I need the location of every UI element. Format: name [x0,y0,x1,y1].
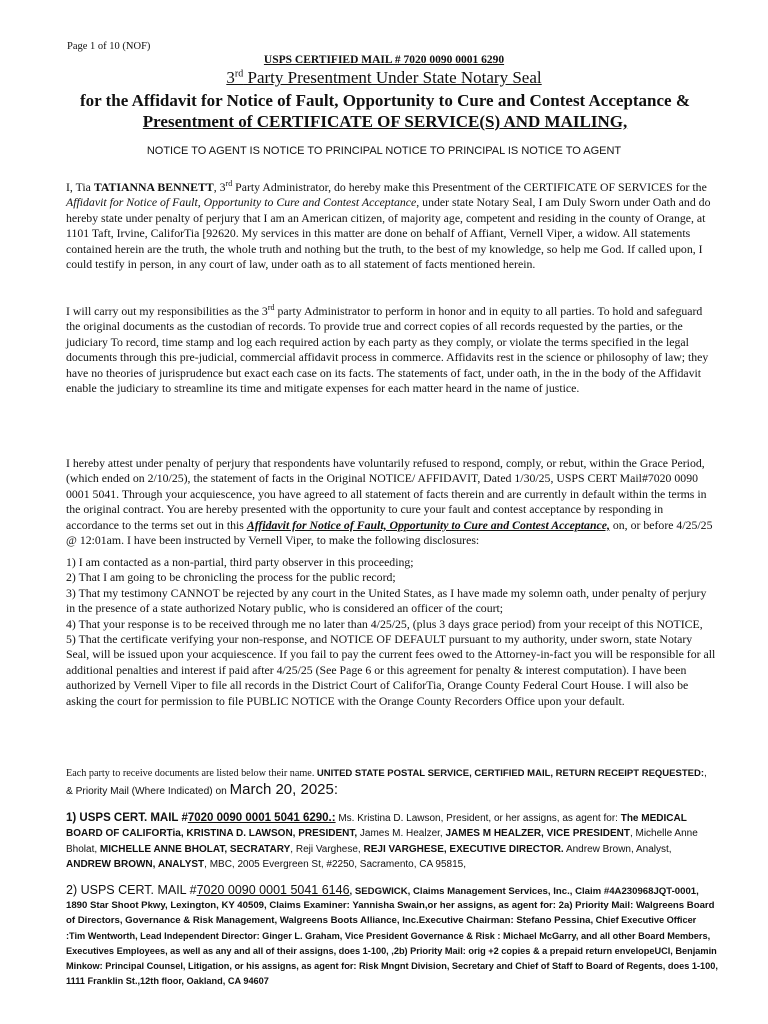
disclosure-item: 3) That my testimony CANNOT be rejected by any court in the United States, as I have made my solemn oath, under penalty of perjury in the presence of a state authorized Notary public, who is considered an officer of the court; [66,585,707,616]
certified-mail-heading: USPS CERTIFIED MAIL # 7020 0090 0001 6290 [263,54,505,66]
mail-entry-2 [66,883,718,989]
mail-1-text: , MBC, 2005 Evergreen St, #2250, Sacramento, CA 95815, [204,858,466,870]
receivers-date: March 20, 2025: [229,781,339,798]
mail-1-text: Ms. Kristina D. Lawson, President, or her assigns, as agent for: [335,813,621,824]
mail-2-lead-label: 2) USPS CERT. MAIL # [66,883,197,897]
title-line-1-sup: rd [234,68,244,80]
p1-text-b: , 3 [213,179,226,194]
title-line-1 [0,68,768,88]
mail-2-lead [66,883,350,897]
paragraph-2 [66,300,716,396]
mail-1-lead-label: 1) USPS CERT. MAIL # [66,812,188,824]
disclosure-item: 2) That I am going to be chronicling the process for the public record; [66,570,396,585]
p1-text-d: , under state Notary Seal, I am Duly Sworn under Oath and do hereby state under penalty of perjury that I am an American citizen, of majority age, competent and residing in the county of Orange, at 1101 Taft, Irvine, CaliforTia [92620. My services in this matter are done on behalf of Affiant, Vernell Viper, a widow. All statements contained herein are the truth, the whole truth and nothing but the truth, to the best of my knowledge, so help me God. If called upon, I could testify in person, in any court of law, under oath as to all statement of facts mentioned herein. [66,195,711,271]
mail-1-text: , Michelle Anne Bholat, [66,828,698,855]
mail-1-bold: REJI VARGHESE, EXECUTIVE DIRECTOR. [363,843,564,855]
receivers-text-a: Each party to receive documents are listed below their name. [66,768,317,779]
mail-2-number: 7020 0090 0001 5041 6146 [196,883,350,897]
p3-bold-italic: Affidavit for Notice of Fault, Opportunity to Cure and Contest Acceptance, [246,517,610,532]
disclosure-item: 5) That the certificate verifying your non-response, and NOTICE OF DEFAULT pursuant to my authority, under sworn, state Notary Seal, will be issued upon your acquiescence. If you fail to pay the current fees owed to the Attorney-in-fact you will be responsible for all additional penalties and interest if paid after 4/25/25 (See Page 6 or this agreement for penalty & interest computation). I have been authorized by Vernell Viper to file all records in the District Court of CaliforTia, Orange County Federal Court House. I will also be asking the court for permission to file PUBLIC NOTICE with the Orange County Recorders Office upon your default. [66,632,716,708]
mail-entry-1 [66,811,718,872]
p2-text-a: I will carry out my responsibilities as the 3 [66,303,268,318]
p3-text-b: on, or before 4/25/25 @ 12:01am. I have been instructed by Vernell Viper, to make the following disclosures: [66,517,713,548]
p1-text-a: I, Tia [66,179,94,194]
title-line-2a: for the Affidavit for Notice of Fault, Opportunity to Cure and Contest Acceptance & [79,91,691,110]
title-line-2b: Presentment of CERTIFICATE OF SERVICE(S) AND MAILING, [142,112,628,131]
mail-2-bold: , SEDGWICK, Claims Management Services, Inc., Claim #4A230968JQT-0001, 1890 Star Shoot Pkwy, Lexington, KY 40509, Claims Examiner: Yannisha Swain,or her assigns, as agent for: 2a) Priority Mail: Walgreens Board of Directors, Governance & Risk Management, Walgreens Boots Alliance, Inc.Executive Chairman: Stefano Pessina, [66,886,715,927]
paragraph-3 [66,456,716,548]
mail-1-text: James M. Healzer, [357,828,446,840]
mail-1-bold: JAMES M HEALZER, VICE PRESIDENT [445,828,630,840]
mail-1-bold: ANDREW BROWN, ANALYST [66,858,205,870]
receivers-text-c: , & Priority Mail (Where Indicated) on [66,768,707,797]
page-number: Page 1 of 10 (NOF) [67,41,151,52]
title-line-2 [40,90,730,132]
p2-text-b: party Administrator to perform in honor and in equity to all parties. To hold and safeguard the original documents as the custodian of records. To provide true and correct copies of all records requested by the parties, or the judiciary To record, time stamp and log each required action by each party as they comply, or violate the terms specified in the legal documents through this pre-judicial, commercial affidavit process in commerce. Affidavits rest in the science or philosophy of law; they have no theories of jurisprudence but exact each case on its facts. The statements of fact, under oath, in the in the body of the Affidavit enable the judiciary to streamline its time and mitigate expenses for each matter heard in the name of justice. [66,303,709,395]
mail-1-text: , Reji Varghese, [290,843,364,855]
receivers-method: UNITED STATE POSTAL SERVICE, CERTIFIED MAIL, RETURN RECEIPT REQUESTED: [316,768,704,779]
disclosure-item: 1) I am contacted as a non-partial, third party observer in this proceeding; [66,555,414,569]
p1-name: TATIANNA BENNETT [93,179,214,194]
mail-1-bold: MICHELLE ANNE BHOLAT, SECRATARY [99,843,291,855]
title-line-1-post: Party Presentment Under State Notary Seal [243,68,542,87]
mail-2-text: Chief Executive Officer :Tim Wentworth, Lead Independent Director: Ginger L. Graham, Vice President Governance & Risk : Michael McGarry, and all other Board Members, Executives Employees, as well as any and all of their assigns, does 1-100, ,2b) Priority Mail: orig +2 copies & a prepaid return envelopeUCI, Benjamin Minkow: Principal Counsel, Litigation, or his assigns, as agent for: Risk Mngnt Division, Secretary and Chief of Staff to Board of Regents, does 1-100, 1111 Franklin St.,12th floor, Oakland, CA 94607 [66,915,718,987]
receivers-paragraph [66,766,716,800]
title-line-1-pre: 3 [226,68,235,87]
p1-text-c: Party Administrator, do hereby make this Presentment of the CERTIFICATE OF SERVICES for the [232,179,707,194]
p1-italic: Affidavit for Notice of Fault, Opportunity to Cure and Contest Acceptance [66,195,417,210]
p3-text-a: I hereby attest under penalty of perjury that respondents have voluntarily refused to respond, comply, or rebut, within the Grace Period,(which ended on 2/10/25), the statement of facts in the Original NOTICE/ AFFIDAVIT, Dated 1/30/25, USPS CERT Mail#7020 0090 0001 5041. Through your acquiescence, you have agreed to all statement of facts therein and are currently in default within the terms in the original contract. You are hereby presented with the opportunity to cure your fault and contest acceptance by responding in accordance to the terms set out in this [66,456,707,532]
mail-1-number: 7020 0090 0001 5041 6290.: [187,812,336,824]
disclosures-list [66,555,716,709]
mail-1-text: Andrew Brown, Analyst, [563,843,672,855]
p1-sup: rd [225,179,233,188]
notice-line: NOTICE TO AGENT IS NOTICE TO PRINCIPAL NOTICE TO PRINCIPAL IS NOTICE TO AGENT [146,145,622,157]
mail-1-lead [66,812,336,824]
paragraph-1 [66,176,716,272]
p2-sup: rd [267,303,275,312]
mail-1-bold: The MEDICAL BOARD OF CALIFORTia, KRISTINA D. LAWSON, PRESIDENT, [66,813,687,840]
disclosure-item: 4) That your response is to be received through me no later than 4/25/25, (plus 3 days grace period) from your receipt of this NOTICE, [66,616,703,631]
